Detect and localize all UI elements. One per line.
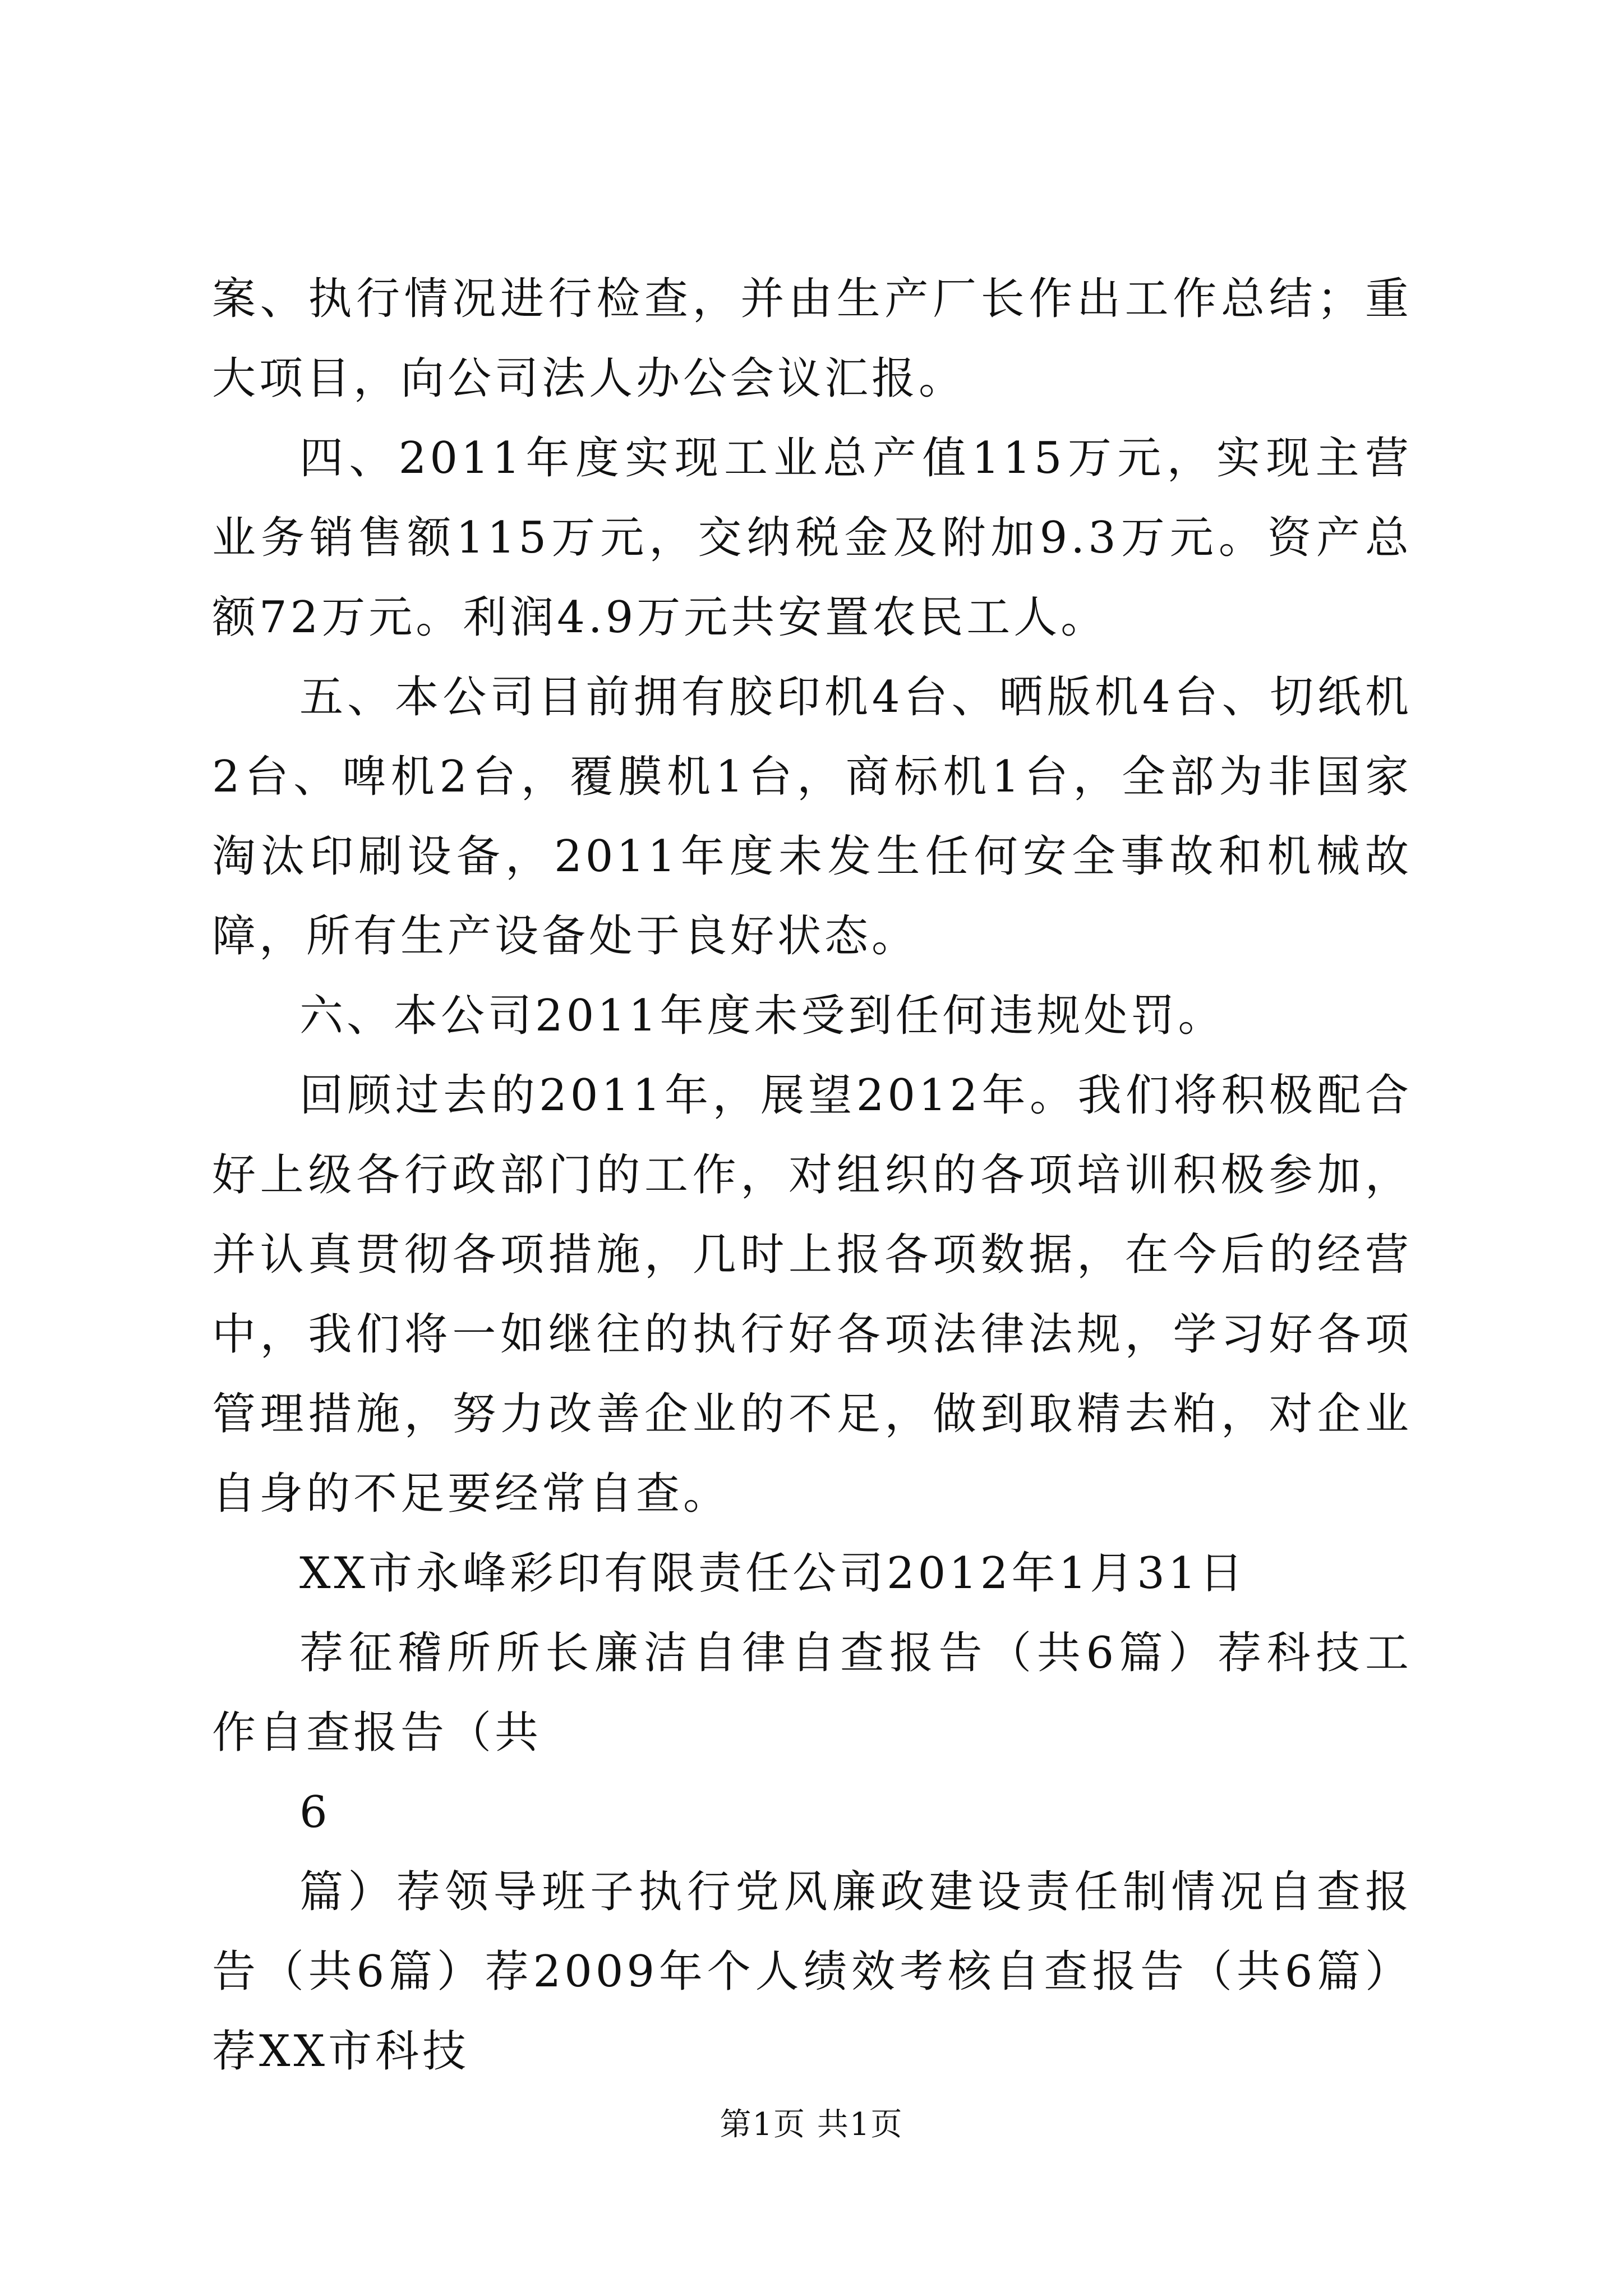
recommended-links-line-1: 荐征稽所所长廉洁自律自查报告（共6篇）荐科技工作自查报告（共 (212, 1628, 1412, 1758)
paragraph-no-penalties: 六、本公司2011年度未受到任何违规处罚。 (299, 991, 1225, 1041)
page-footer: 第1页 共1页 (720, 2106, 903, 2143)
signature-line: XX市永峰彩印有限责任公司2012年1月31日 (299, 1548, 1247, 1599)
recommended-links-line-2: 篇）荐领导班子执行党风廉政建设责任制情况自查报告（共6篇）荐2009年个人绩效考核自查报告（共6篇）荐XX市科技 (212, 1867, 1412, 2077)
recommended-links-count: 6 (299, 1787, 331, 1838)
paragraph-output-value: 四、2011年度实现工业总产值115万元，实现主营业务销售额115万元，交纳税金及附加9.3万元。资产总额72万元。利润4.9万元共安置农民工人。 (212, 433, 1412, 643)
paragraph-continuation: 案、执行情况进行检查，并由生产厂长作出工作总结；重大项目，向公司法人办公会议汇报。 (212, 274, 1412, 404)
paragraph-equipment: 五、本公司目前拥有胶印机4台、晒版机4台、切纸机2台、啤机2台，覆膜机1台，商标机1台，全部为非国家淘汰印刷设备，2011年度未发生任何安全事故和机械故障，所有生产设备处于良好状态。 (212, 672, 1412, 961)
paragraph-outlook: 回顾过去的2011年，展望2012年。我们将积极配合好上级各行政部门的工作，对组织的各项培训积极参加，并认真贯彻各项措施，几时上报各项数据，在今后的经营中，我们将一如继往的执行好各项法律法规，学习好各项管理措施，努力改善企业的不足，做到取精去粕，对企业自身的不足要经常自查。 (212, 1070, 1412, 1519)
document-body (212, 259, 1412, 2091)
